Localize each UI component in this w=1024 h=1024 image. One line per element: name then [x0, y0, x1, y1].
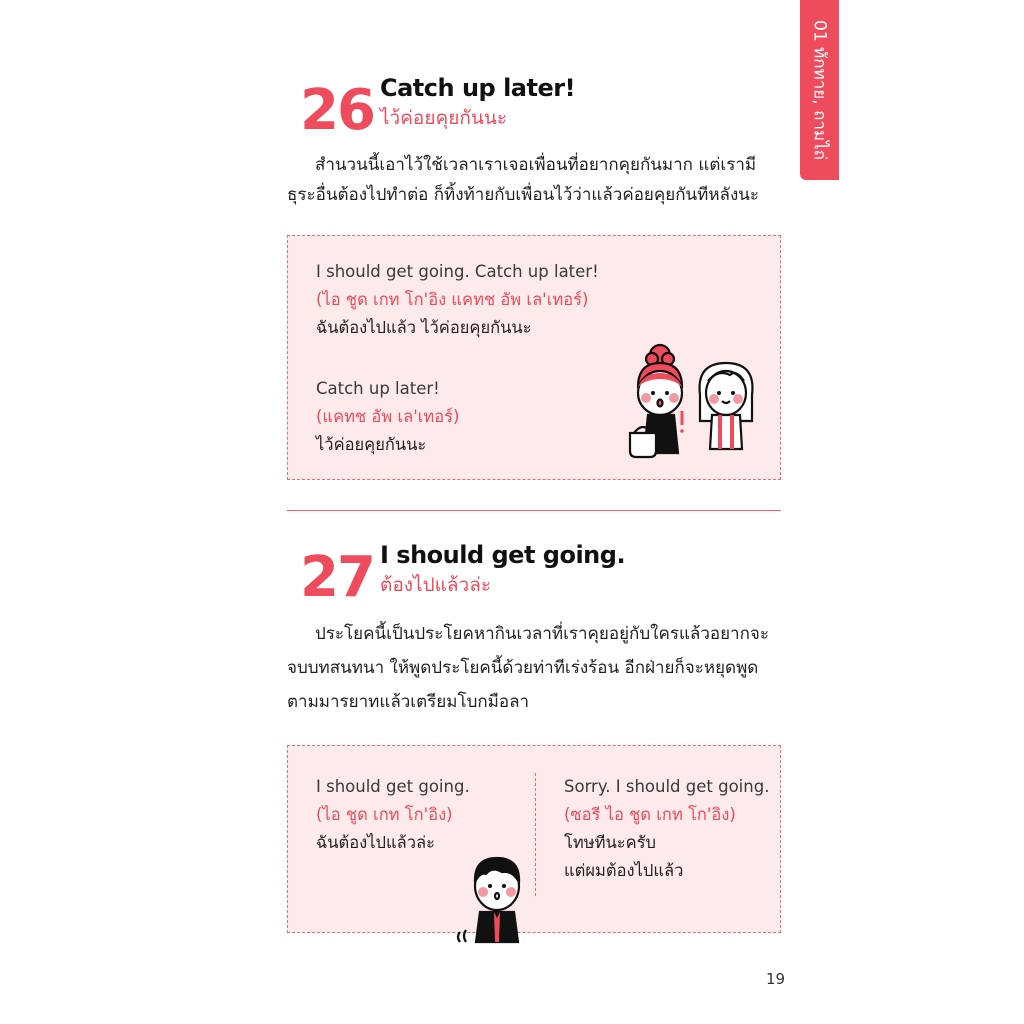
section-26-example-box: [287, 235, 781, 480]
woman-with-bun-icon: [630, 345, 684, 457]
section-27-example-box: [287, 745, 781, 933]
example-pronunciation: (แคทช อัพ เล'เทอร์): [316, 407, 460, 426]
two-women-illustration: [624, 341, 764, 461]
section-26-subtitle: ไว้ค่อยคุยกันนะ: [380, 107, 508, 129]
smiling-woman-icon: [700, 363, 753, 449]
paragraph-line: จบบทสนทนา ให้พูดประโยคนี้ด้วยท่าทีเร่งร้อน อีกฝ่ายก็จะหยุดพูด: [287, 658, 759, 678]
example-english: Catch up later!: [316, 379, 440, 398]
example-thai: ฉันต้องไปแล้ว ไว้ค่อยคุยกันนะ: [316, 318, 532, 337]
section-27-title: I should get going.: [380, 541, 626, 569]
paragraph-line: ตามมารยาทแล้วเตรียมโบกมือลา: [287, 692, 530, 712]
example-english: I should get going.: [316, 777, 470, 796]
section-divider: [287, 510, 781, 511]
column-separator: [535, 773, 536, 896]
section-26-title: Catch up later!: [380, 74, 576, 102]
example-thai: ฉันต้องไปแล้วล่ะ: [316, 833, 435, 852]
example-english: I should get going. Catch up later!: [316, 262, 599, 281]
example-english: Sorry. I should get going.: [564, 777, 770, 796]
section-27-paragraph: [287, 617, 783, 719]
example-block: [316, 258, 599, 342]
example-pronunciation: (ซอรี ไอ ชูด เกท โก'อิง): [564, 805, 736, 824]
paragraph-line: สำนวนนี้เอาไว้ใช้เวลาเราเจอเพื่อนที่อยากคุยกันมาก แต่เรามี: [315, 155, 757, 175]
chapter-tab-label: 01 ทักทาย, ถามไถ่: [809, 20, 829, 160]
example-pronunciation: (ไอ ชูด เกท โก'อิง แคทช อัพ เล'เทอร์): [316, 290, 589, 309]
example-block: [316, 375, 459, 459]
example-block: [564, 773, 769, 885]
example-thai-continued: แต่ผมต้องไปแล้ว: [564, 861, 684, 880]
paragraph-line: ธุระอื่นต้องไปทำต่อ ก็ทิ้งท้ายกับเพื่อนไว้ว่าแล้วค่อยคุยกันทีหลังนะ: [287, 185, 759, 205]
example-thai: ไว้ค่อยคุยกันนะ: [316, 435, 427, 454]
section-26-paragraph: [287, 150, 783, 210]
man-leaving-illustration: [452, 852, 532, 944]
example-pronunciation: (ไอ ชูด เกท โก'อิง): [316, 805, 453, 824]
chapter-tab: [800, 0, 839, 180]
section-27-number: 27: [300, 545, 374, 610]
section-27-subtitle: ต้องไปแล้วล่ะ: [380, 574, 492, 596]
page-number: 19: [766, 970, 786, 988]
section-26-number: 26: [300, 78, 374, 143]
man-icon: [458, 858, 519, 942]
example-thai: โทษทีนะครับ: [564, 833, 657, 852]
paragraph-line: ประโยคนี้เป็นประโยคหากินเวลาที่เราคุยอยู่กับใครแล้วอยากจะ: [315, 624, 769, 644]
example-block: [316, 773, 470, 857]
